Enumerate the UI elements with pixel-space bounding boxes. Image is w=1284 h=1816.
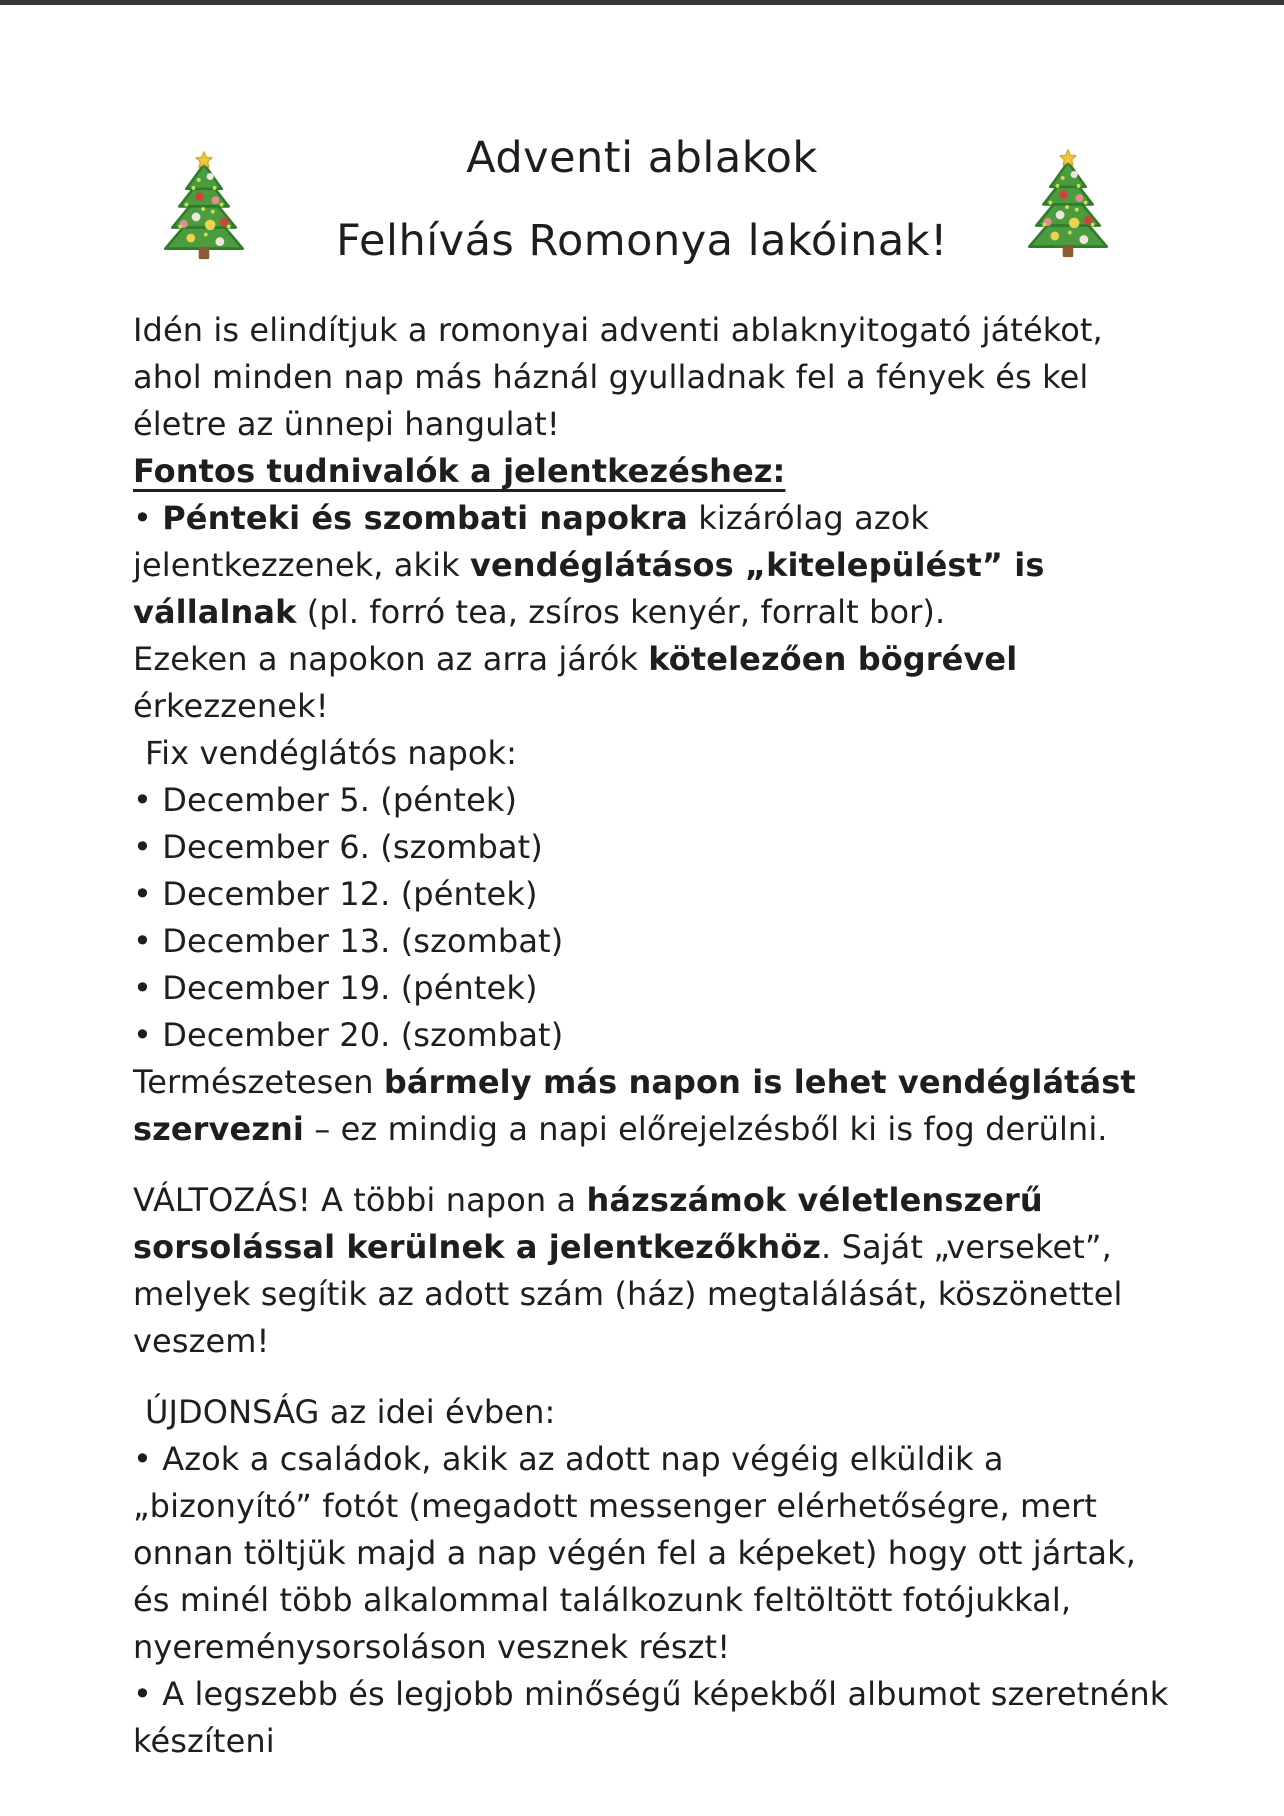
- important-info-heading: [133, 448, 1173, 495]
- text-run: érkezzenek!: [133, 687, 329, 725]
- text-run: vendéglátásos „kitelepülést” is vállalnak: [133, 546, 1045, 631]
- christmas-tree-icon: [160, 150, 248, 261]
- document-body: [133, 307, 1173, 1765]
- text-run: • December 6. (szombat): [133, 828, 543, 866]
- text-run: – ez mindig a napi előrejelzésből ki is fog derülni.: [304, 1110, 1108, 1148]
- bullet-friday-saturday: [133, 495, 1173, 636]
- text-run: • December 20. (szombat): [133, 1016, 564, 1054]
- text-run: Pénteki és szombati napokra: [162, 499, 688, 537]
- text-run: VÁLTOZÁS! A többi napon a: [133, 1181, 587, 1219]
- text-run: • December 12. (péntek): [133, 875, 538, 913]
- text-run: bármely más napon is lehet vendéglátást szervezni: [133, 1063, 1136, 1148]
- text-run: •: [133, 499, 163, 537]
- text-run: . Saját „verseket”, melyek segítik az adott szám (ház) megtalálását, köszönettel veszem!: [133, 1228, 1123, 1360]
- news-heading: [133, 1389, 1173, 1436]
- mug-notice: [133, 636, 1173, 730]
- change-paragraph: [133, 1177, 1173, 1365]
- text-run: ÚJDONSÁG az idei évben:: [145, 1393, 556, 1431]
- fixed-days-heading: [133, 730, 1173, 777]
- list-item-date: [133, 965, 1173, 1012]
- top-edge-bar: [0, 0, 1284, 5]
- text-run: Fontos tudnivalók a jelentkezéshez:: [133, 452, 786, 490]
- bullet-album: [133, 1671, 1173, 1765]
- list-item-date: [133, 1012, 1173, 1059]
- text-run: kizárólag azok jelentkezzenek, akik: [133, 499, 930, 584]
- list-item-date: [133, 777, 1173, 824]
- text-run: (pl. forró tea, zsíros kenyér, forralt bor).: [296, 593, 946, 631]
- text-run: • A legszebb és legjobb minőségű képekből albumot szeretnénk készíteni: [133, 1675, 1169, 1760]
- bullet-photo-raffle: [133, 1436, 1173, 1671]
- any-day-paragraph: [133, 1059, 1173, 1153]
- list-item-date: [133, 824, 1173, 871]
- text-run: • Azok a családok, akik az adott nap végéig elküldik a „bizonyító” fotót (megadott messenger elérhetőségre, mert onnan töltjük majd a nap végén fel a képeket) hogy ott jártak, és minél több alkalommal találkozunk feltöltött fotójukkal, nyereménysorsoláson vesznek részt!: [133, 1440, 1137, 1666]
- text-run: Idén is elindítjuk a romonyai adventi ablaknyitogató játékot, ahol minden nap más háznál gyulladnak fel a fények és kel életre az ünnepi hangulat!: [133, 311, 1103, 443]
- text-run: • December 5. (péntek): [133, 781, 518, 819]
- list-item-date: [133, 871, 1173, 918]
- intro-paragraph: [133, 307, 1173, 448]
- text-run: Természetesen: [133, 1063, 384, 1101]
- text-run: Ezeken a napokon az arra járók: [133, 640, 649, 678]
- christmas-tree-icon: [1024, 148, 1112, 259]
- text-run: Fix vendéglátós napok:: [145, 734, 518, 772]
- text-run: • December 13. (szombat): [133, 922, 564, 960]
- page-subtitle: Felhívás Romonya lakóinak!: [336, 216, 948, 266]
- list-item-date: [133, 918, 1173, 965]
- text-run: • December 19. (péntek): [133, 969, 538, 1007]
- text-run: kötelezően bögrével: [648, 640, 1018, 678]
- text-run: házszámok véletlenszerű sorsolással kerülnek a jelentkezőkhöz: [133, 1181, 1043, 1266]
- page-title: Adventi ablakok: [466, 133, 818, 183]
